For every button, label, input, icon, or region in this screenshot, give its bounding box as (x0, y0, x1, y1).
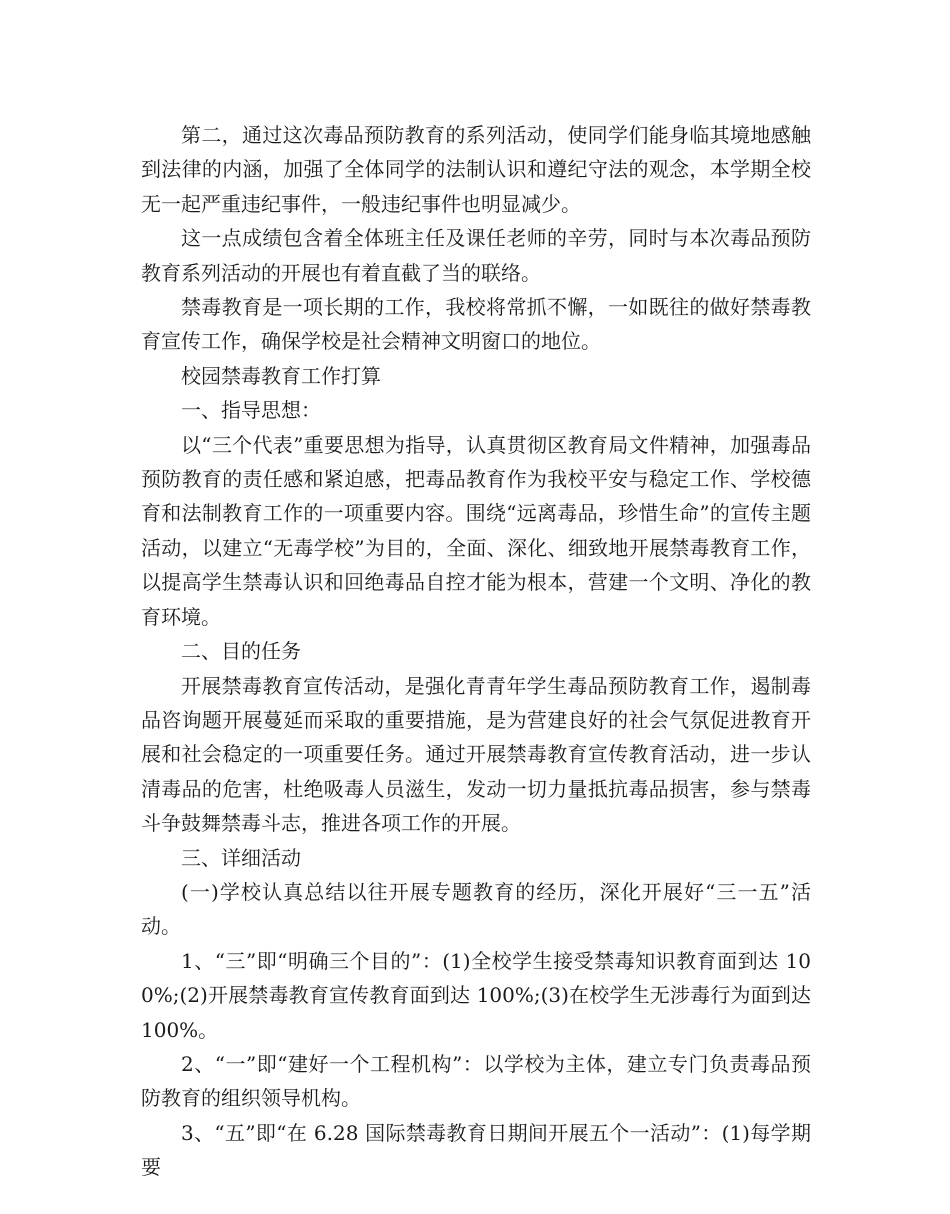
paragraph-achievement: 这一点成绩包含着全体班主任及课任老师的辛劳，同时与本次毒品预防教育系列活动的开展也有着直截了当的联络。 (141, 226, 811, 285)
paragraph-activity-five: 3、“五”即“在 6.28 国际禁毒教育日期间开展五个一活动”：(1)每学期要 (141, 1120, 811, 1180)
heading-detailed-activities: 三、详细活动 (181, 845, 301, 870)
paragraph-second-point: 第二，通过这次毒品预防教育的系列活动，使同学们能身临其境地感触到法律的内涵，加强了全体同学的法制认识和遵纪守法的观念，本学期全校无一起严重违纪事件，一般违纪事件也明显减少。 (141, 123, 811, 216)
document-body (141, 118, 811, 1185)
paragraph-activity-one: 2、“一”即“建好一个工程机构”：以学校为主体，建立专门负责毒品预防教育的组织领导机构。 (141, 1051, 811, 1111)
paragraph-goals-tasks: 开展禁毒教育宣传活动，是强化青青年学生毒品预防教育工作，遏制毒品咨询题开展蔓延而采取的重要措施，是为营建良好的社会气氛促进教育开展和社会稳定的一项重要任务。通过开展禁毒教育宣传教育活动，进一步认清毒品的危害，杜绝吸毒人员滋生，发动一切力量抵抗毒品损害，参与禁毒斗争鼓舞禁毒斗志，推进各项工作的开展。 (141, 673, 811, 836)
paragraph-guiding-ideology: 以“三个代表”重要思想为指导，认真贯彻区教育局文件精神，加强毒品预防教育的责任感和紧迫感，把毒品教育作为我校平安与稳定工作、学校德育和法制教育工作的一项重要内容。围绕“远离毒品，珍惜生命”的宣传主题活动，以建立“无毒学校”为目的，全面、深化、细致地开展禁毒教育工作，以提高学生禁毒认识和回绝毒品自控才能为根本，营建一个文明、净化的教育环境。 (141, 432, 811, 629)
paragraph-activity-three: 1、“三”即“明确三个目的”：(1)全校学生接受禁毒知识教育面到达 100%;(2)开展禁毒教育宣传教育面到达 100%;(3)在校学生无涉毒行为面到达 100%。 (141, 948, 811, 1042)
section-title: 校园禁毒教育工作打算 (181, 363, 381, 388)
paragraph-activity-overview: (一)学校认真总结以往开展专题教育的经历，深化开展好“三一五”活动。 (141, 879, 811, 939)
heading-guiding-ideology: 一、指导思想： (181, 398, 321, 423)
heading-goals-tasks: 二、目的任务 (181, 639, 301, 664)
paragraph-long-term-work: 禁毒教育是一项长期的工作，我校将常抓不懈，一如既往的做好禁毒教育宣传工作，确保学校是社会精神文明窗口的地位。 (141, 295, 811, 354)
